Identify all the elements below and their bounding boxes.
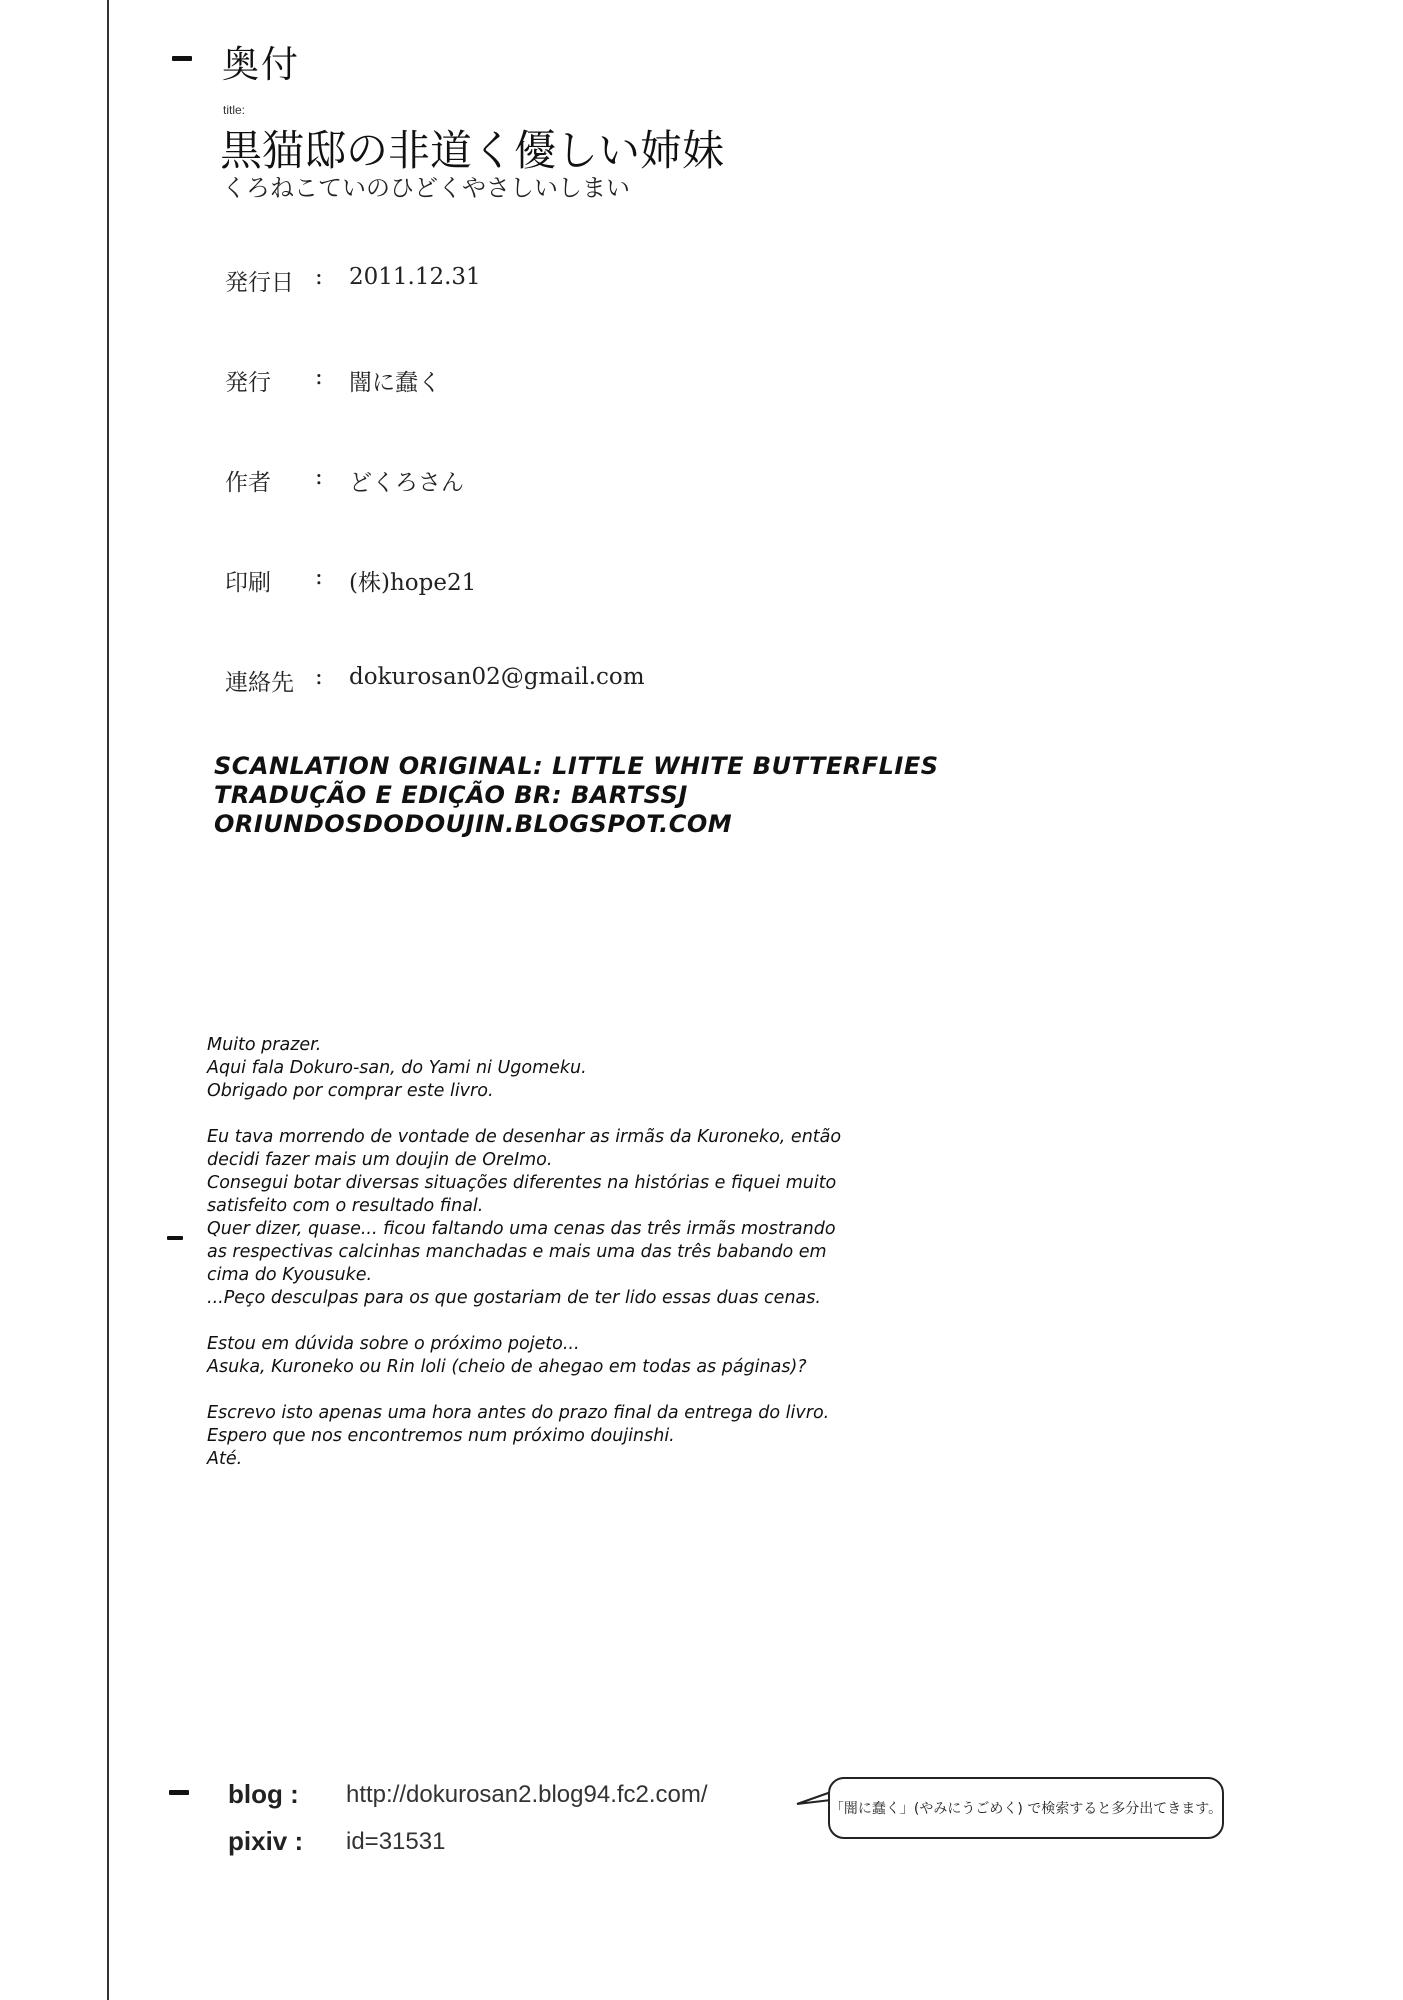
speech-bubble-text: 「闇に蠢く」(やみにうごめく) で検索すると多分出てきます。 [829, 1801, 1223, 1817]
letter-line: as respectivas calcinhas manchadas e mais uma das três babando em [207, 1242, 827, 1262]
letter-line: cima do Kyousuke. [207, 1265, 373, 1285]
section-dash-top [172, 56, 192, 61]
letter-line: Espero que nos encontremos num próximo doujinshi. [207, 1426, 675, 1446]
info-label: 作者 [225, 470, 271, 496]
info-value: dokurosan02@gmail.com [349, 664, 645, 690]
info-colon: : [315, 564, 323, 590]
blog-row [228, 1779, 299, 1810]
info-label: 連絡先 [225, 670, 294, 696]
pixiv-id: id=31531 [346, 1828, 446, 1855]
letter-line: satisfeito com o resultado final. [207, 1196, 484, 1216]
credit-line: TRADUÇÃO E EDIÇÃO BR: BARTSSJ [214, 781, 688, 809]
letter-line: decidi fazer mais um doujin de OreImo. [207, 1150, 553, 1170]
info-value: (株)hope21 [349, 570, 477, 596]
letter-line: Aqui fala Dokuro-san, do Yami ni Ugomeku. [207, 1058, 587, 1078]
book-title: 黒猫邸の非道く優しい姉妹 [220, 126, 725, 175]
letter-line: Eu tava morrendo de vontade de desenhar as irmãs da Kuroneko, então [207, 1127, 842, 1147]
letter-paragraph [207, 1333, 927, 1379]
info-colon: : [315, 364, 323, 390]
letter-line: Asuka, Kuroneko ou Rin loli (cheio de ahegao em todas as páginas)? [207, 1357, 807, 1377]
pixiv-id-row [346, 1828, 445, 1856]
letter-line: ...Peço desculpas para os que gostariam de ter lido essas duas cenas. [207, 1288, 821, 1308]
letter-line: Muito prazer. [207, 1035, 322, 1055]
colophon-heading: 奥付 [222, 43, 300, 86]
title-label: title: [223, 103, 246, 117]
letter-line: Estou em dúvida sobre o próximo pojeto... [207, 1334, 580, 1354]
pixiv-label: pixiv : [228, 1826, 304, 1856]
blog-link-row [346, 1781, 708, 1809]
section-dash-bottom [169, 1790, 189, 1795]
info-value: 2011.12.31 [349, 264, 481, 290]
letter-line: Obrigado por comprar este livro. [207, 1081, 494, 1101]
left-margin-line [107, 0, 109, 2000]
pixiv-row [228, 1826, 303, 1857]
info-label: 発行日 [225, 270, 294, 296]
letter-paragraph [207, 1126, 927, 1310]
blog-link[interactable]: http://dokurosan2.blog94.fc2.com/ [346, 1781, 708, 1808]
info-colon: : [315, 264, 323, 290]
credit-line: SCANLATION ORIGINAL: LITTLE WHITE BUTTERFLIES [214, 752, 939, 780]
book-title-reading: くろねこていのひどくやさしいしまい [222, 174, 630, 202]
info-label: 印刷 [225, 570, 271, 596]
blog-label: blog : [228, 1779, 299, 1809]
letter-line: Até. [207, 1449, 243, 1469]
info-label: 発行 [225, 370, 271, 396]
scanlation-credits [214, 752, 939, 839]
letter-line: Consegui botar diversas situações diferentes na histórias e fiquei muito [207, 1173, 837, 1193]
letter-line: Escrevo isto apenas uma hora antes do prazo final da entrega do livro. [207, 1403, 830, 1423]
info-value: 闇に蠢く [349, 370, 441, 396]
letter-line: Quer dizer, quase... ficou faltando uma cenas das três irmãs mostrando [207, 1219, 836, 1239]
section-dash-middle [167, 1236, 183, 1240]
letter-paragraph [207, 1402, 927, 1471]
author-letter [207, 1034, 927, 1494]
speech-bubble [828, 1777, 1224, 1839]
letter-paragraph [207, 1034, 927, 1103]
credit-line: ORIUNDOSDODOUJIN.BLOGSPOT.COM [214, 810, 733, 838]
info-value: どくろさん [349, 470, 464, 496]
info-colon: : [315, 464, 323, 490]
info-colon: : [315, 664, 323, 690]
